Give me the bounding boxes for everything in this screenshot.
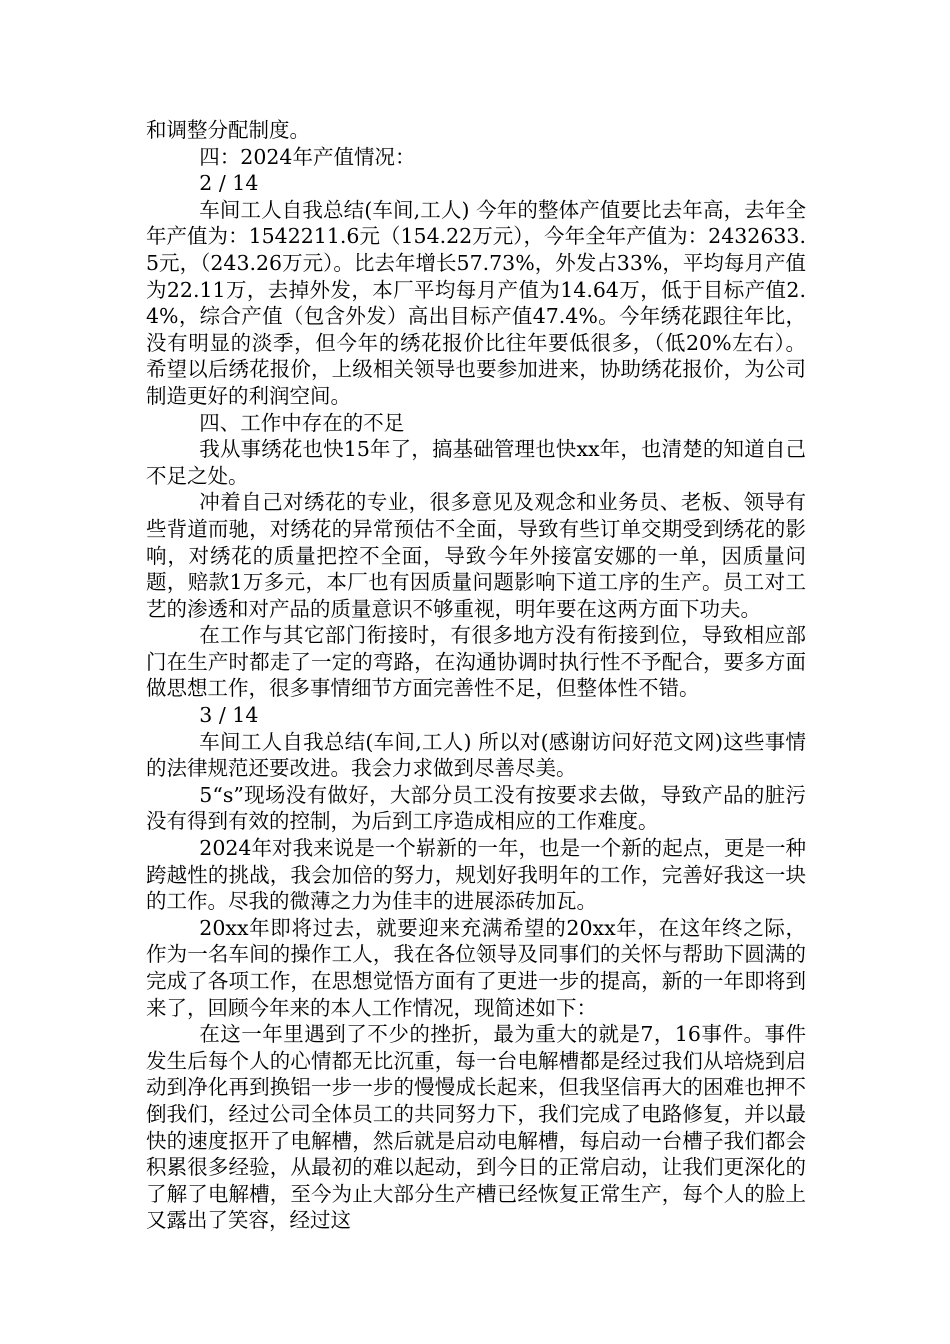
page-marker: 3 / 14 (199, 703, 259, 728)
page-marker: 2 / 14 (199, 171, 259, 196)
paragraph-setbacks: 在这一年里遇到了不少的挫折，最为重大的就是7，16事件。事件发生后每个人的心情都无比沉重，每一台电解槽都是经过我们从培烧到启动到净化再到换铝一步一步的慢慢成长起来，但我坚信再大的困难也押不倒我们，经过公司全体员工的共同努力下，我们完成了电路修复，并以最快的速度抠开了电解槽，然后就是启动电解槽，每启动一台槽子我们都会积累很多经验，从最初的难以起动，到今日的正常启动，让我们更深化的了解了电解槽，至今为止大部分生产槽已经恢复正常生产，每个人的脸上又露出了笑容，经过这 (146, 1022, 806, 1233)
paragraph-experience: 我从事绣花也快15年了，搞基础管理也快xx年，也清楚的知道自己不足之处。 (146, 437, 806, 488)
paragraph-output-summary: 车间工人自我总结(车间,工人) 今年的整体产值要比去年高，去年全年产值为：1542211.6元（154.22万元），今年全年产值为：2432633.5元，（243.26万元）。比去年增长57.73%，外发占33%，平均每月产值为22.11万，去掉外发，本厂平均每月产值为14.64万，低于目标产值2.4%，综合产值（包含外发）高出目标产值47.4%。今年绣花跟往年比，没有明显的淡季，但今年的绣花报价比往年要低很多，（低20%左右）。希望以后绣花报价，上级相关领导也要参加进来，协助绣花报价，为公司制造更好的利润空间。 (146, 197, 806, 408)
paragraph-distribution-system: 和调整分配制度。 (146, 118, 310, 142)
heading-shortcomings: 四、工作中存在的不足 (199, 410, 405, 435)
paragraph-coordination: 在工作与其它部门衔接时，有很多地方没有衔接到位，导致相应部门在生产时都走了一定的弯路，在沟通协调时执行性不予配合，要多方面做思想工作，很多事情细节方面完善性不足，但整体性不错。 (146, 623, 806, 701)
paragraph-year-end: 20xx年即将过去，就要迎来充满希望的20xx年，在这年终之际，作为一名车间的操作工人，我在各位领导及同事们的关怀与帮助下圆满的完成了各项工作，在思想觉悟方面有了更进一步的提高，新的一年即将到来了，回顾今年来的本人工作情况，现简述如下： (146, 915, 806, 1020)
heading-2024-output: 四：2024年产值情况： (199, 144, 416, 169)
paragraph-quality-issues: 冲着自己对绣花的专业，很多意见及观念和业务员、老板、领导有些背道而驰，对绣花的异常预估不全面，导致有些订单交期受到绣花的影响，对绣花的质量把控不全面，导致今年外接富安娜的一单，因质量问题，赔款1万多元，本厂也有因质量问题影响下道工序的生产。员工对工艺的渗透和对产品的质量意识不够重视，明年要在这两方面下功夫。 (146, 490, 806, 621)
document-body (146, 117, 806, 1234)
paragraph-new-year: 2024年对我来说是一个崭新的一年，也是一个新的起点，更是一种跨越性的挑战，我会加倍的努力，规划好我明年的工作，完善好我这一块的工作。尽我的微薄之力为佳丰的进展添砖加瓦。 (146, 836, 806, 914)
paragraph-regulations: 车间工人自我总结(车间,工人) 所以对(感谢访问好范文网)这些事情的法律规范还要改进。我会力求做到尽善尽美。 (146, 729, 806, 781)
paragraph-5s: 5“s”现场没有做好，大部分员工没有按要求去做，导致产品的脏污没有得到有效的控制，为后到工序造成相应的工作难度。 (146, 782, 806, 834)
